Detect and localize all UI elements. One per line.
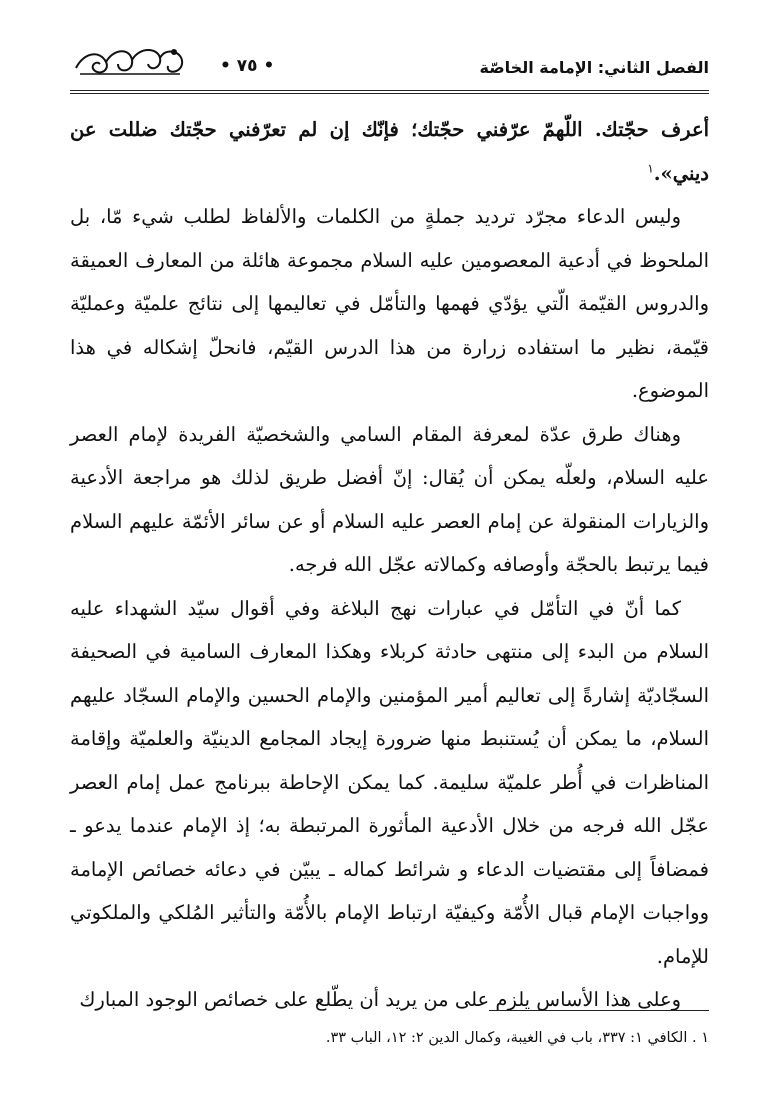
paragraph: كما أنّ في التأمّل في عبارات نهج البلاغة وفي أقوال سيّد الشهداء عليه السلام من البدء إلى منتهى حادثة كربلاء وهكذا المعارف السامية في الصحيفة السجّاديّة إشارةً إلى تعاليم أمير المؤمنين والإمام الحسين والإمام السجّاد عليهم السلام، ما يمكن أن يُستنبط منها ضرورة إيجاد المجامع الدينيّة والعلميّة وإقامة المناظرات في أُطر علميّة سليمة. كما يمكن الإحاطة ببرنامج عمل إمام العصر عجّل الله فرجه من خلال الأدعية المأثورة المرتبطة به؛ إذ الإمام عندما يدعو ـ فمضافاً إلى مقتضيات الدعاء و شرائط كماله ـ يبيّن في دعائه خصائص الإمامة وواجبات الإمام قبال الأُمّة وكيفيّة ارتباط الإمام بالأُمّة والتأثير المُلكي والملكوتي للإمام. (70, 596, 709, 968)
footnote-divider (489, 1010, 709, 1011)
page-number: • ٧٥ • (220, 56, 275, 76)
page-header (70, 40, 709, 90)
chapter-title: الفصل الثاني: الإمامة الخاصّة (479, 58, 709, 77)
header-divider (70, 90, 709, 94)
footnote-reference: ١ (647, 161, 654, 175)
main-text (70, 108, 709, 1022)
paragraph: وعلى هذا الأساس يلزم على من يريد أن يطّلع على خصائص الوجود المبارك (79, 988, 681, 1011)
opening-quote-paragraph (70, 108, 709, 195)
opening-quote: أعرف حجّتك. اللّهمّ عرّفني حجّتك؛ فإنّك إن لم تعرّفني حجّتك ضللت عن ديني». (70, 118, 709, 185)
paragraph: وليس الدعاء مجرّد ترديد جملةٍ من الكلمات والألفاظ لطلب شيء مّا، بل الملحوظ في أدعية المعصومين عليه السلام مجموعة هائلة من المعارف العميقة والدروس القيّمة الّتي يؤدّي فهمها والتأمّل في تعاليمها إلى نتائج علميّة وعمليّة قيّمة، نظير ما استفاده زرارة من هذا الدرس القيّم، فانحلّ إشكاله في هذا الموضوع. (70, 205, 709, 402)
arabesque-ornament-icon (70, 42, 190, 80)
paragraph: وهناك طرق عدّة لمعرفة المقام السامي والشخصيّة الفريدة لإمام العصر عليه السلام، ولعلّه يمكن أن يُقال: إنّ أفضل طريق لذلك هو مراجعة الأدعية والزيارات المنقولة عن إمام العصر عليه السلام أو عن سائر الأئمّة عليهم السلام فيما يرتبط بالحجّة وأوصافه وكمالاته عجّل الله فرجه. (70, 422, 709, 576)
footnote: ١ . الكافي ١: ٣٣٧، باب في الغيبة، وكمال الدين ٢: ١٢، الباب ٣٣. (325, 1030, 709, 1046)
